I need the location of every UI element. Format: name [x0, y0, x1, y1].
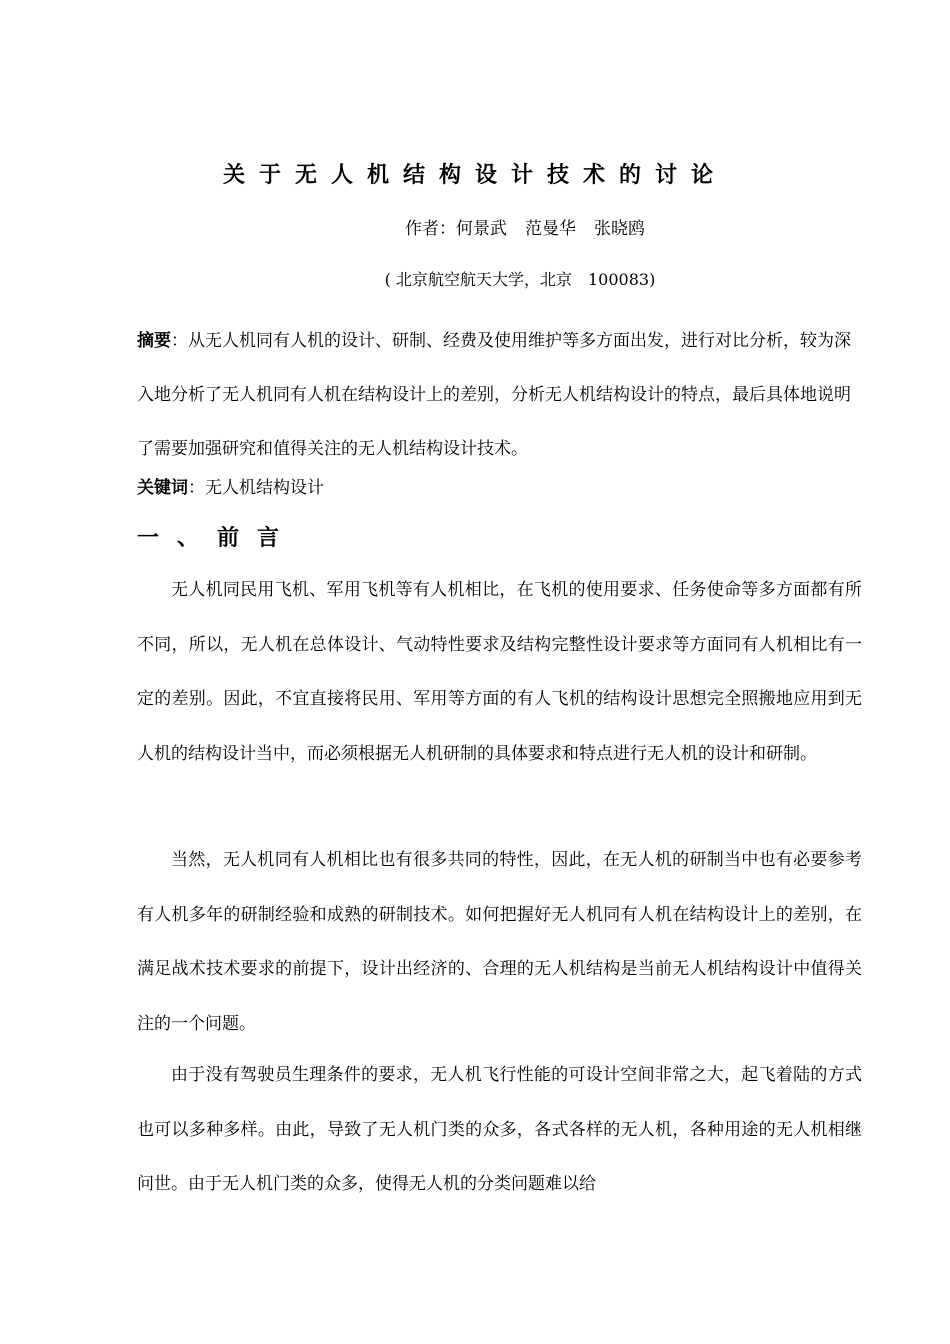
author-line: [0, 214, 950, 239]
keywords: [137, 475, 862, 501]
paragraph: 无人机同民用飞机、军用飞机等有人机相比，在飞机的使用要求、任务使命等多方面都有所不同，所以，无人机在总体设计、气动特性要求及结构完整性设计要求等方面同有人机相比有一定的差别。因此，不宜直接将民用、军用等方面的有人飞机的结构设计思想完全照搬地应用到无人机的结构设计当中，而必须根据无人机研制的具体要求和特点进行无人机的设计和研制。: [137, 580, 862, 764]
author-3: 张晓鸥: [594, 219, 645, 239]
keywords-text: ：无人机结构设计: [188, 478, 324, 498]
abstract-text: ：从无人机同有人机的设计、研制、经费及使用维护等多方面出发，进行对比分析，较为深入地分析了无人机同有人机在结构设计上的差别，分析无人机结构设计的特点，最后具体地说明了需要加强研究和值得关注的无人机结构设计技术。: [137, 331, 851, 459]
abstract: [137, 314, 862, 476]
section-heading: 一、前言: [137, 526, 298, 551]
affiliation: ( 北京航空航天大学，北京 100083): [384, 270, 656, 289]
keywords-label: 关键词: [137, 478, 188, 498]
paper-title: 关于无人机结构设计技术的讨论: [222, 163, 727, 188]
abstract-label: 摘要: [137, 331, 171, 351]
author-2: 范曼华: [525, 219, 576, 239]
author-1: 作者：何景武: [405, 219, 507, 239]
paragraph: 由于没有驾驶员生理条件的要求，无人机飞行性能的可设计空间非常之大，起飞着陆的方式也可以多种多样。由此，导致了无人机门类的众多，各式各样的无人机，各种用途的无人机相继问世。由于无人机门类的众多，使得无人机的分类问题难以给: [137, 1065, 862, 1194]
paragraph: 当然，无人机同有人机相比也有很多共同的特性，因此，在无人机的研制当中也有必要参考有人机多年的研制经验和成熟的研制技术。如何把握好无人机同有人机在结构设计上的差别，在满足战术技术要求的前提下，设计出经济的、合理的无人机结构是当前无人机结构设计中值得关注的一个问题。: [137, 850, 862, 1034]
